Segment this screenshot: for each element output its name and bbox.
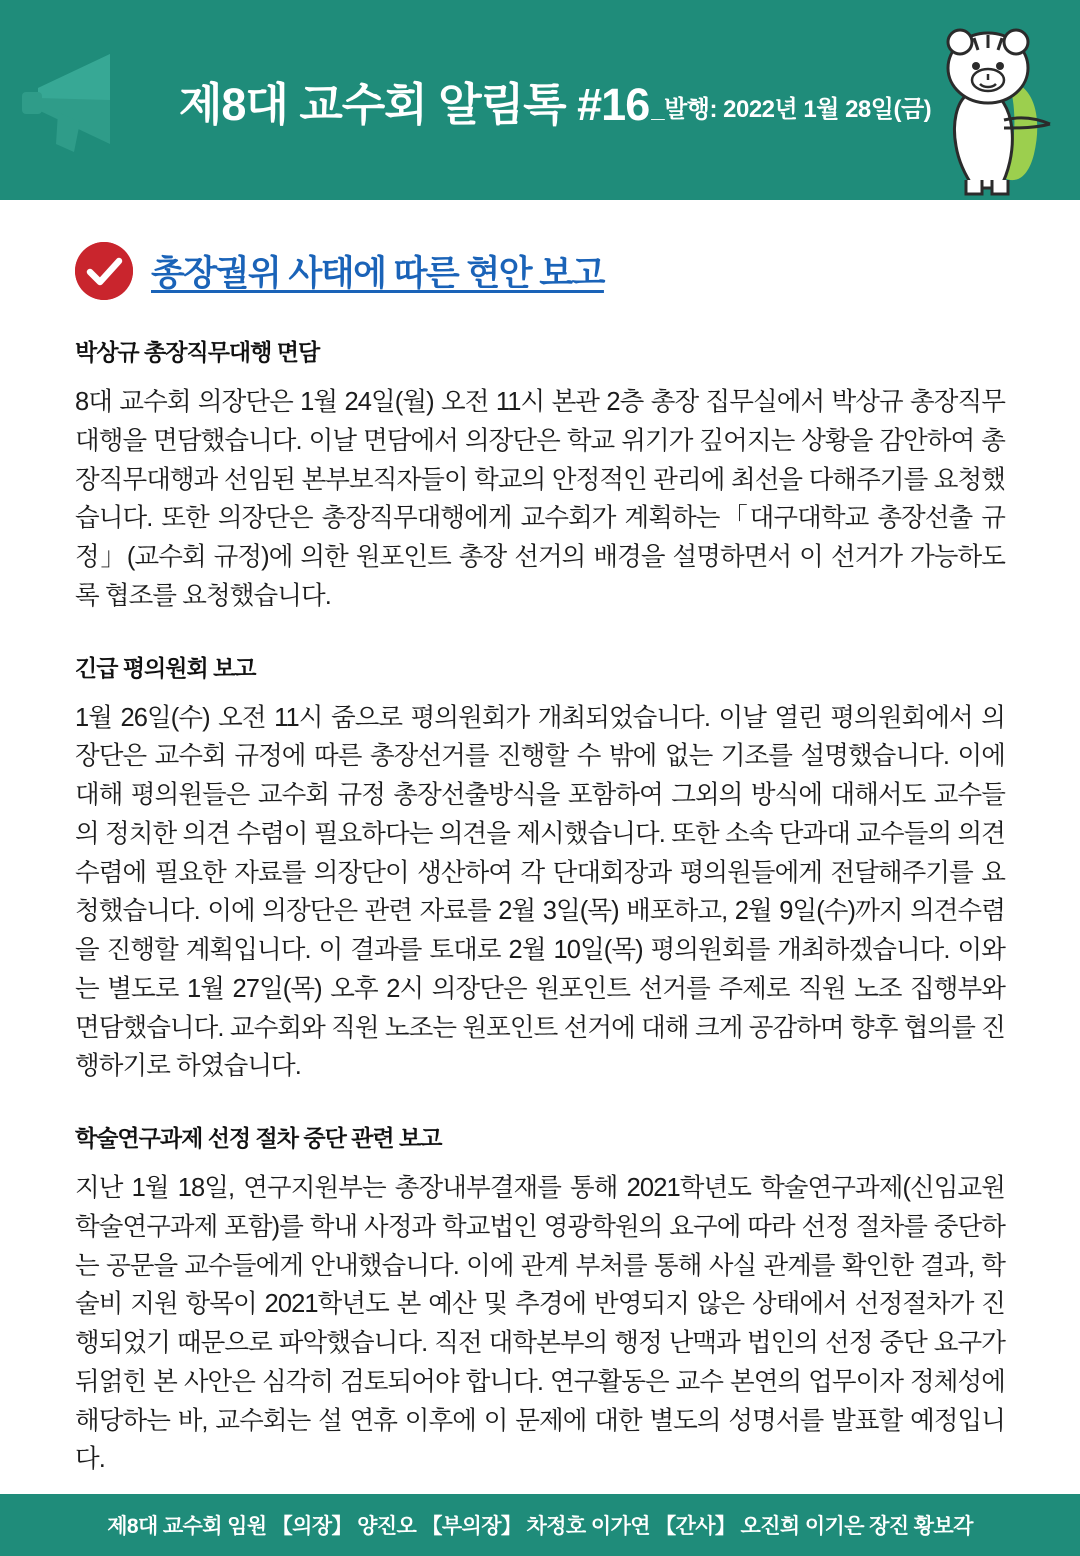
section-header — [75, 242, 1005, 300]
subsection-heading-2: 긴급 평의원회 보고 — [75, 654, 256, 681]
page-title: 제8대 교수회 알림톡 #16 — [178, 78, 650, 130]
subsection-heading-1: 박상규 총장직무대행 면담 — [75, 339, 320, 365]
page-header — [0, 0, 1080, 200]
document-body — [0, 242, 1080, 1479]
page-footer — [0, 1494, 1080, 1556]
subsection-heading-3: 학술연구과제 선정 절차 중단 관련 보고 — [75, 1125, 442, 1151]
footer-officers-text: 제8대 교수회 임원 【의장】 양진오 【부의장】 차정호 이가연 【간사】 오진희 이기은 장진 황보각 — [107, 1515, 973, 1538]
subsection-body-3: 지난 1월 18일, 연구지원부는 총장내부결재를 통해 2021학년도 학술연구과제(신임교원학술연구과제 포함)를 학내 사정과 학교법인 영광학원의 요구에 따라 선정 절차를 중단하는 공문을 교수들에게 안내했습니다. 이에 관계 부처를 통해 사실 관계를 확인한 결과, 학술비 지원 항목이 2021학년도 본 예산 및 추경에 반영되지 않은 상태에서 선정절차가 진행되었기 때문으로 파악했습니다. 직전 대학본부의 행정 난맥과 법인의 선정 중단 요구가 뒤얽힌 본 사안은 심각히 검토되어야 합니다. 연구활동은 교수 본연의 업무이자 정체성에 해당하는 바, 교수회는 설 연휴 이후에 이 문제에 대한 별도의 성명서를 발표할 예정입니다. — [75, 1174, 1005, 1474]
issue-date: _발행: 2022년 1월 28일(금) — [651, 95, 932, 123]
tiger-mascot-icon — [912, 28, 1062, 198]
subsection-body-1: 8대 교수회 의장단은 1월 24일(월) 오전 11시 본관 2층 총장 집무실에서 박상규 총장직무대행을 면담했습니다. 이날 면담에서 의장단은 학교 위기가 깊어지는 상황을 감안하여 총장직무대행과 선임된 본부보직자들이 학교의 안정적인 관리에 최선을 다해주기를 요청했습니다. 또한 의장단은 총장직무대행에게 교수회가 계획하는「대구대학교 총장선출 규정」(교수회 규정)에 의한 원포인트 총장 선거의 배경을 설명하면서 이 선거가 가능하도록 협조를 요청했습니다. — [75, 388, 1005, 610]
check-circle-icon — [75, 242, 133, 300]
section-title: 총장궐위 사태에 따른 현안 보고 — [151, 254, 604, 293]
subsection-body-2: 1월 26일(수) 오전 11시 줌으로 평의원회가 개최되었습니다. 이날 열린 평의원회에서 의장단은 교수회 규정에 따른 총장선거를 진행할 수 밖에 없는 기조를 설명했습니다. 이에 대해 평의원들은 교수회 규정 총장선출방식을 포함하여 그외의 방식에 대해서도 교수들의 정치한 의견 수렴이 필요하다는 의견을 제시했습니다. 또한 소속 단과대 교수들의 의견 수렴에 필요한 자료를 의장단이 생산하여 각 단대회장과 평의원들에게 전달해주기를 요청했습니다. 이에 의장단은 관련 자료를 2월 3일(목) 배포하고, 2월 9일(수)까지 의견수렴을 진행할 계획입니다. 이 결과를 토대로 2월 10일(목) 평의원회를 개최하겠습니다. 이와는 별도로 1월 27일(목) 오후 2시 의장단은 원포인트 선거를 주제로 직원 노조 집행부와 면담했습니다. 교수회와 직원 노조는 원포인트 선거에 대해 크게 공감하며 향후 협의를 진행하기로 하였습니다. — [75, 703, 1005, 1081]
